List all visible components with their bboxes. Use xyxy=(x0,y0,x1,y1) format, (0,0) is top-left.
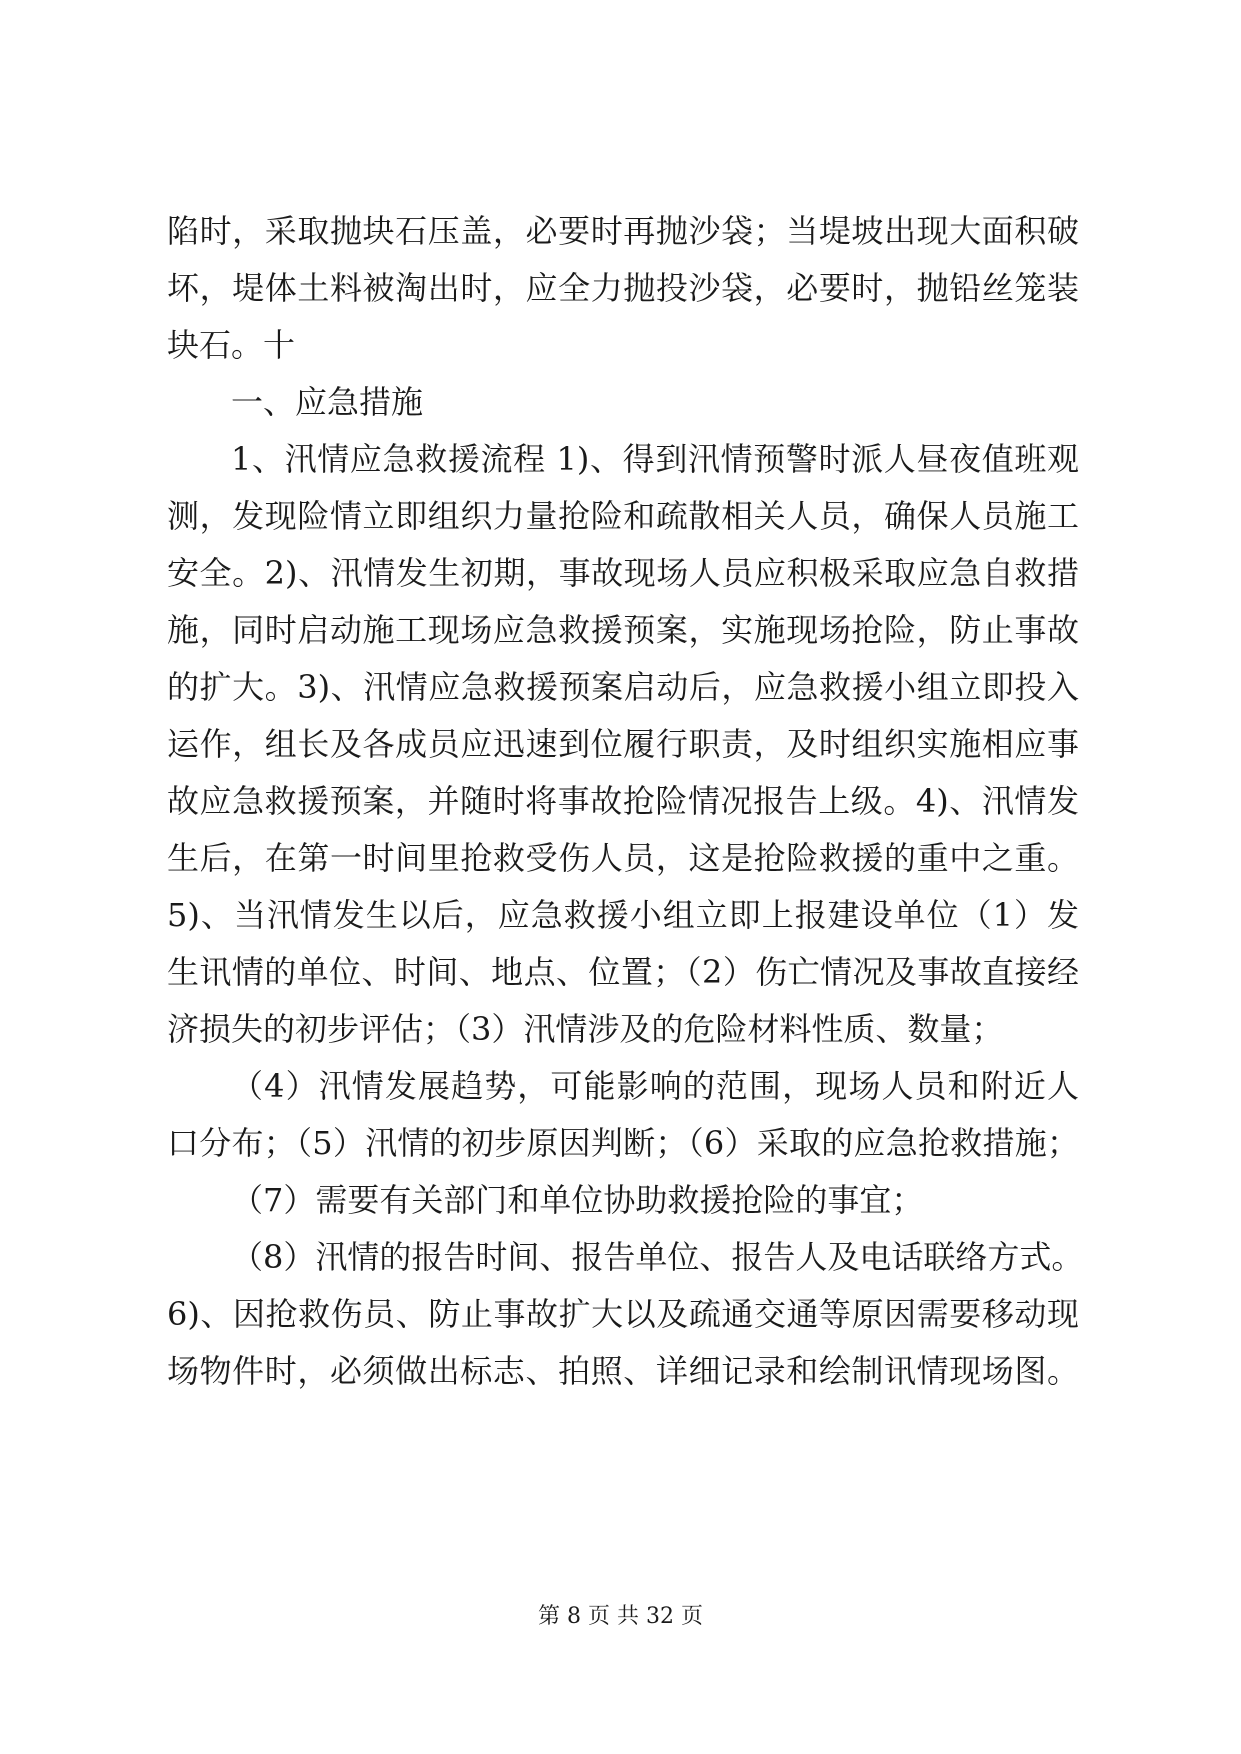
body-line: 故应急救援预案，并随时将事故抢险情况报告上级。4)、汛情发 xyxy=(167,782,1079,820)
body-line: 1、汛情应急救援流程 1)、得到汛情预警时派人昼夜值班观 xyxy=(231,440,1079,478)
body-line: 场物件时，必须做出标志、拍照、详细记录和绘制讯情现场图。 xyxy=(167,1352,1079,1390)
body-line: 的扩大。3)、汛情应急救援预案启动后，应急救援小组立即投入 xyxy=(167,668,1079,706)
section-heading: 一、应急措施 xyxy=(231,383,424,421)
body-line: 坏，堤体土料被淘出时，应全力抛投沙袋，必要时，抛铅丝笼装 xyxy=(167,269,1079,307)
body-line: 运作，组长及各成员应迅速到位履行职责，及时组织实施相应事 xyxy=(167,725,1079,763)
body-line: 生后，在第一时间里抢救受伤人员，这是抢险救援的重中之重。 xyxy=(167,839,1079,877)
body-line: 6)、因抢救伤员、防止事故扩大以及疏通交通等原因需要移动现 xyxy=(167,1295,1079,1333)
body-line: 施，同时启动施工现场应急救援预案，实施现场抢险，防止事故 xyxy=(167,611,1079,649)
body-line: 安全。2)、汛情发生初期，事故现场人员应积极采取应急自救措 xyxy=(167,554,1079,592)
body-line: 陷时，采取抛块石压盖，必要时再抛沙袋；当堤坡出现大面积破 xyxy=(167,212,1079,250)
body-line: 济损失的初步评估；（3）汛情涉及的危险材料性质、数量； xyxy=(167,1010,1004,1048)
body-line: 生讯情的单位、时间、地点、位置；（2）伤亡情况及事故直接经 xyxy=(167,953,1079,991)
body-line: 测，发现险情立即组织力量抢险和疏散相关人员，确保人员施工 xyxy=(167,497,1079,535)
page-number-footer: 第 8 页 共 32 页 xyxy=(538,1604,703,1629)
body-line: 5)、当汛情发生以后，应急救援小组立即上报建设单位（1）发 xyxy=(167,896,1079,934)
body-line: 口分布；（5）汛情的初步原因判断；（6）采取的应急抢救措施； xyxy=(167,1124,1079,1162)
body-line: （4）汛情发展趋势，可能影响的范围，现场人员和附近人 xyxy=(231,1067,1079,1105)
body-line: 块石。十 xyxy=(167,326,296,364)
body-line: （8）汛情的报告时间、报告单位、报告人及电话联络方式。 xyxy=(231,1238,1084,1276)
body-line: （7）需要有关部门和单位协助救援抢险的事宜； xyxy=(231,1181,924,1219)
